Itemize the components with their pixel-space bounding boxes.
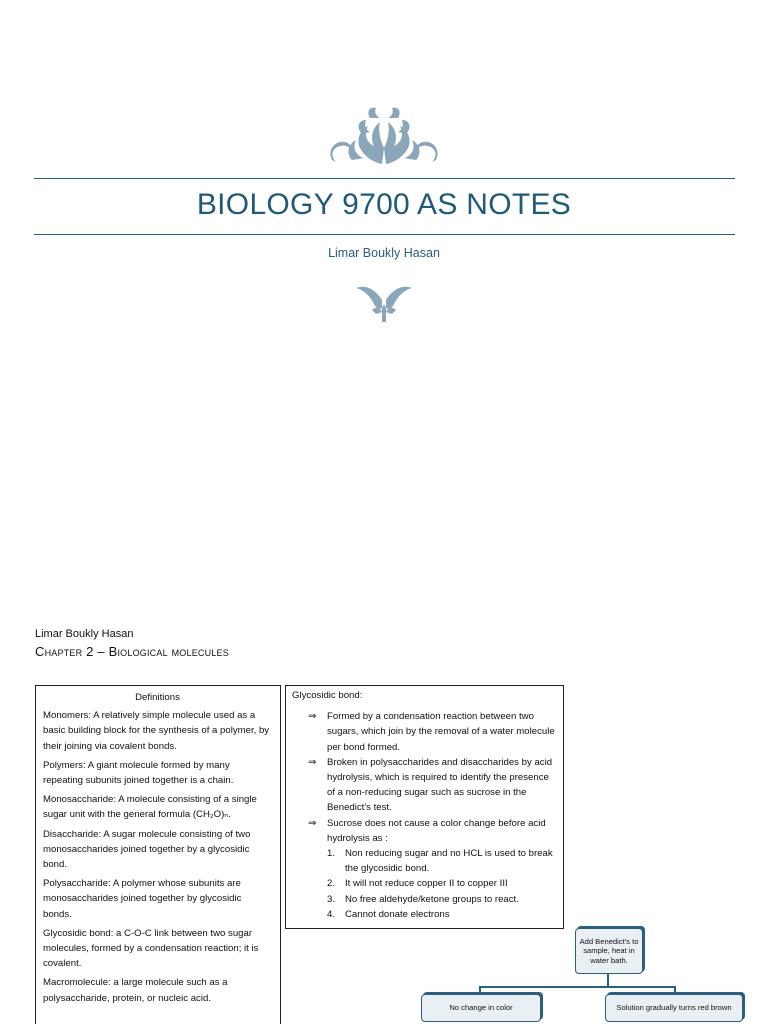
item-number: 3. [327,893,336,905]
document-title: BIOLOGY 9700 AS NOTES [196,188,572,221]
header-author: Limar Boukly Hasan [35,628,134,640]
bullet-text: Sucrose does not cause a color change before acid hydrolysis as : [327,817,546,844]
numbered-item [292,846,557,876]
bullet-text: Broken in polysaccharides and disaccharides by acid hydrolysis, which is required to identify the presence of a non-reducing sugar such as sucrose in the Benedict's test. [327,756,553,814]
definition-item: Macromolecule: a large molecule such as a polysaccharide, protein, or nucleic acid. [43,977,228,1004]
definitions-box [35,685,281,1024]
double-arrow-icon: ⇒ [308,711,317,723]
item-number: 2. [327,878,336,890]
flow-connector-left [479,986,481,994]
title-rule-top [34,178,735,179]
flow-node-red-brown: Solution gradually turns red brown [605,994,743,1022]
numbered-item [292,907,557,922]
title-rule-bottom [34,234,735,235]
definition-item: Disaccharide: A sugar molecule consisting of two monosaccharides joined together by a glycosidic bond. [43,828,251,871]
definition-item: Polysaccharide: A polymer whose subunits are monosaccharides joined together by glycosidic bonds. [43,878,242,920]
numbered-item [292,892,557,907]
item-number: 1. [327,848,336,860]
definition-item: Glycosidic bond: a C-O-C link between two sugar molecules, formed by a condensation reaction; it is covalent. [43,927,259,970]
item-text: It will not reduce copper II to copper III [345,878,508,890]
bullet-item [292,816,557,846]
floral-ornament-icon [326,104,442,170]
item-text: No free aldehyde/ketone groups to react. [345,893,519,905]
bullet-text: Formed by a condensation reaction between two sugars, which join by the removal of a water molecule per bond formed. [327,711,555,753]
double-arrow-icon: ⇒ [308,756,317,768]
flow-connector-vertical [607,974,609,986]
double-arrow-icon: ⇒ [308,817,317,829]
definition-item: Monosaccharide: A molecule consisting of a single sugar unit with the general formula (CH₂O)ₙ. [43,794,257,821]
bullet-item [292,755,557,816]
item-text: Cannot donate electrons [345,908,450,920]
cover-author: Limar Boukly Hasan [328,246,440,260]
bullet-item [292,709,557,755]
definitions-heading: Definitions [135,692,180,703]
chapter-heading: Chapter 2 – Biological molecules [35,644,229,659]
glycosidic-bond-box [285,685,564,929]
item-number: 4. [327,908,336,920]
definition-item: Monomers: A relatively simple molecule used as a basic building block for the synthesis of a polymer, by their joining via covalent bonds. [43,710,270,752]
numbered-item [292,876,557,891]
glycosidic-heading: Glycosidic bond: [292,690,363,701]
item-text: Non reducing sugar and no HCL is used to break the glycosidic bond. [345,848,553,875]
fleuron-ornament-icon [354,282,414,324]
definition-item: Polymers: A giant molecule formed by many repeating subunits joined together is a chain. [43,759,234,787]
flow-node-benedicts: Add Benedict's to sample, heat in water bath. [575,928,643,974]
flow-node-no-change: No change in color [421,994,541,1022]
flow-connector-right [674,986,676,994]
flow-connector-horizontal [479,986,675,988]
